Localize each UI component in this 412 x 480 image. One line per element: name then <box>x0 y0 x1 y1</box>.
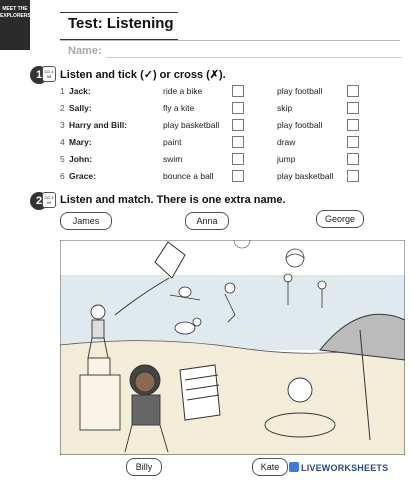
tick-box[interactable] <box>232 102 244 114</box>
name-label-billy[interactable]: Billy <box>126 458 162 476</box>
exercise-row <box>60 154 405 168</box>
row-number: 5 <box>60 154 65 164</box>
tick-box[interactable] <box>347 153 359 165</box>
tick-box[interactable] <box>347 85 359 97</box>
row-activity-2: draw <box>277 137 296 147</box>
row-activity-1: fly a kite <box>163 103 195 113</box>
exercise-row <box>60 120 405 134</box>
liveworksheets-logo[interactable] <box>289 462 388 473</box>
cd-icon <box>42 192 56 208</box>
exercise-row <box>60 86 405 100</box>
row-activity-2: play football <box>277 120 323 130</box>
tick-box[interactable] <box>347 136 359 148</box>
exercise-1-cd-label: CD 4 08 <box>44 69 54 79</box>
row-activity-2: skip <box>277 103 293 113</box>
exercise-row <box>60 137 405 151</box>
exercise-row <box>60 171 405 185</box>
row-activity-1: paint <box>163 137 182 147</box>
row-person: John: <box>69 154 93 164</box>
row-activity-2: play football <box>277 86 323 96</box>
exercise-row <box>60 103 405 117</box>
tick-box[interactable] <box>232 170 244 182</box>
row-activity-2: jump <box>277 154 296 164</box>
row-person: Mary: <box>69 137 92 147</box>
name-input-line[interactable] <box>106 57 402 58</box>
row-person: Harry and Bill: <box>69 120 128 130</box>
row-number: 3 <box>60 120 65 130</box>
series-badge <box>0 0 30 50</box>
name-label: Name: <box>68 45 102 57</box>
series-badge-text: MEET THE EXPLORERS <box>0 6 31 19</box>
row-person: Grace: <box>69 171 96 181</box>
row-activity-2: play basketball <box>277 171 334 181</box>
row-person: Sally: <box>69 103 92 113</box>
exercise-2-cd-label: CD 4 09 <box>44 195 54 205</box>
brand-text: LIVEWORKSHEETS <box>301 463 389 473</box>
name-label-george[interactable]: George <box>316 210 364 228</box>
name-label-anna[interactable]: Anna <box>185 212 229 230</box>
tick-box[interactable] <box>232 153 244 165</box>
exercise-1-instruction: Listen and tick (✓) or cross (✗). <box>60 69 226 81</box>
beach-ball-icon <box>286 249 304 267</box>
tick-box[interactable] <box>347 102 359 114</box>
row-activity-1: bounce a ball <box>163 171 214 181</box>
row-number: 4 <box>60 137 65 147</box>
row-number: 1 <box>60 86 65 96</box>
row-number: 6 <box>60 171 65 181</box>
tick-box[interactable] <box>232 136 244 148</box>
cd-icon <box>42 66 56 82</box>
name-label-james[interactable]: James <box>60 212 112 230</box>
exercise-1-number: 1 <box>30 66 48 84</box>
name-label-kate[interactable]: Kate <box>252 458 288 476</box>
liveworksheets-icon <box>289 462 299 472</box>
tick-box[interactable] <box>347 119 359 131</box>
tick-box[interactable] <box>232 119 244 131</box>
row-person: Jack: <box>69 86 91 96</box>
deck-chair-icon <box>180 365 220 420</box>
row-activity-1: swim <box>163 154 183 164</box>
row-activity-1: ride a bike <box>163 86 203 96</box>
beach-illustration <box>60 240 405 455</box>
row-activity-1: play basketball <box>163 120 220 130</box>
row-number: 2 <box>60 103 65 113</box>
page-title: Test: Listening <box>68 15 174 32</box>
exercise-2-instruction: Listen and match. There is one extra name. <box>60 194 286 206</box>
title-divider <box>60 40 400 41</box>
tick-box[interactable] <box>232 85 244 97</box>
exercise-2-number: 2 <box>30 192 48 210</box>
tick-box[interactable] <box>347 170 359 182</box>
